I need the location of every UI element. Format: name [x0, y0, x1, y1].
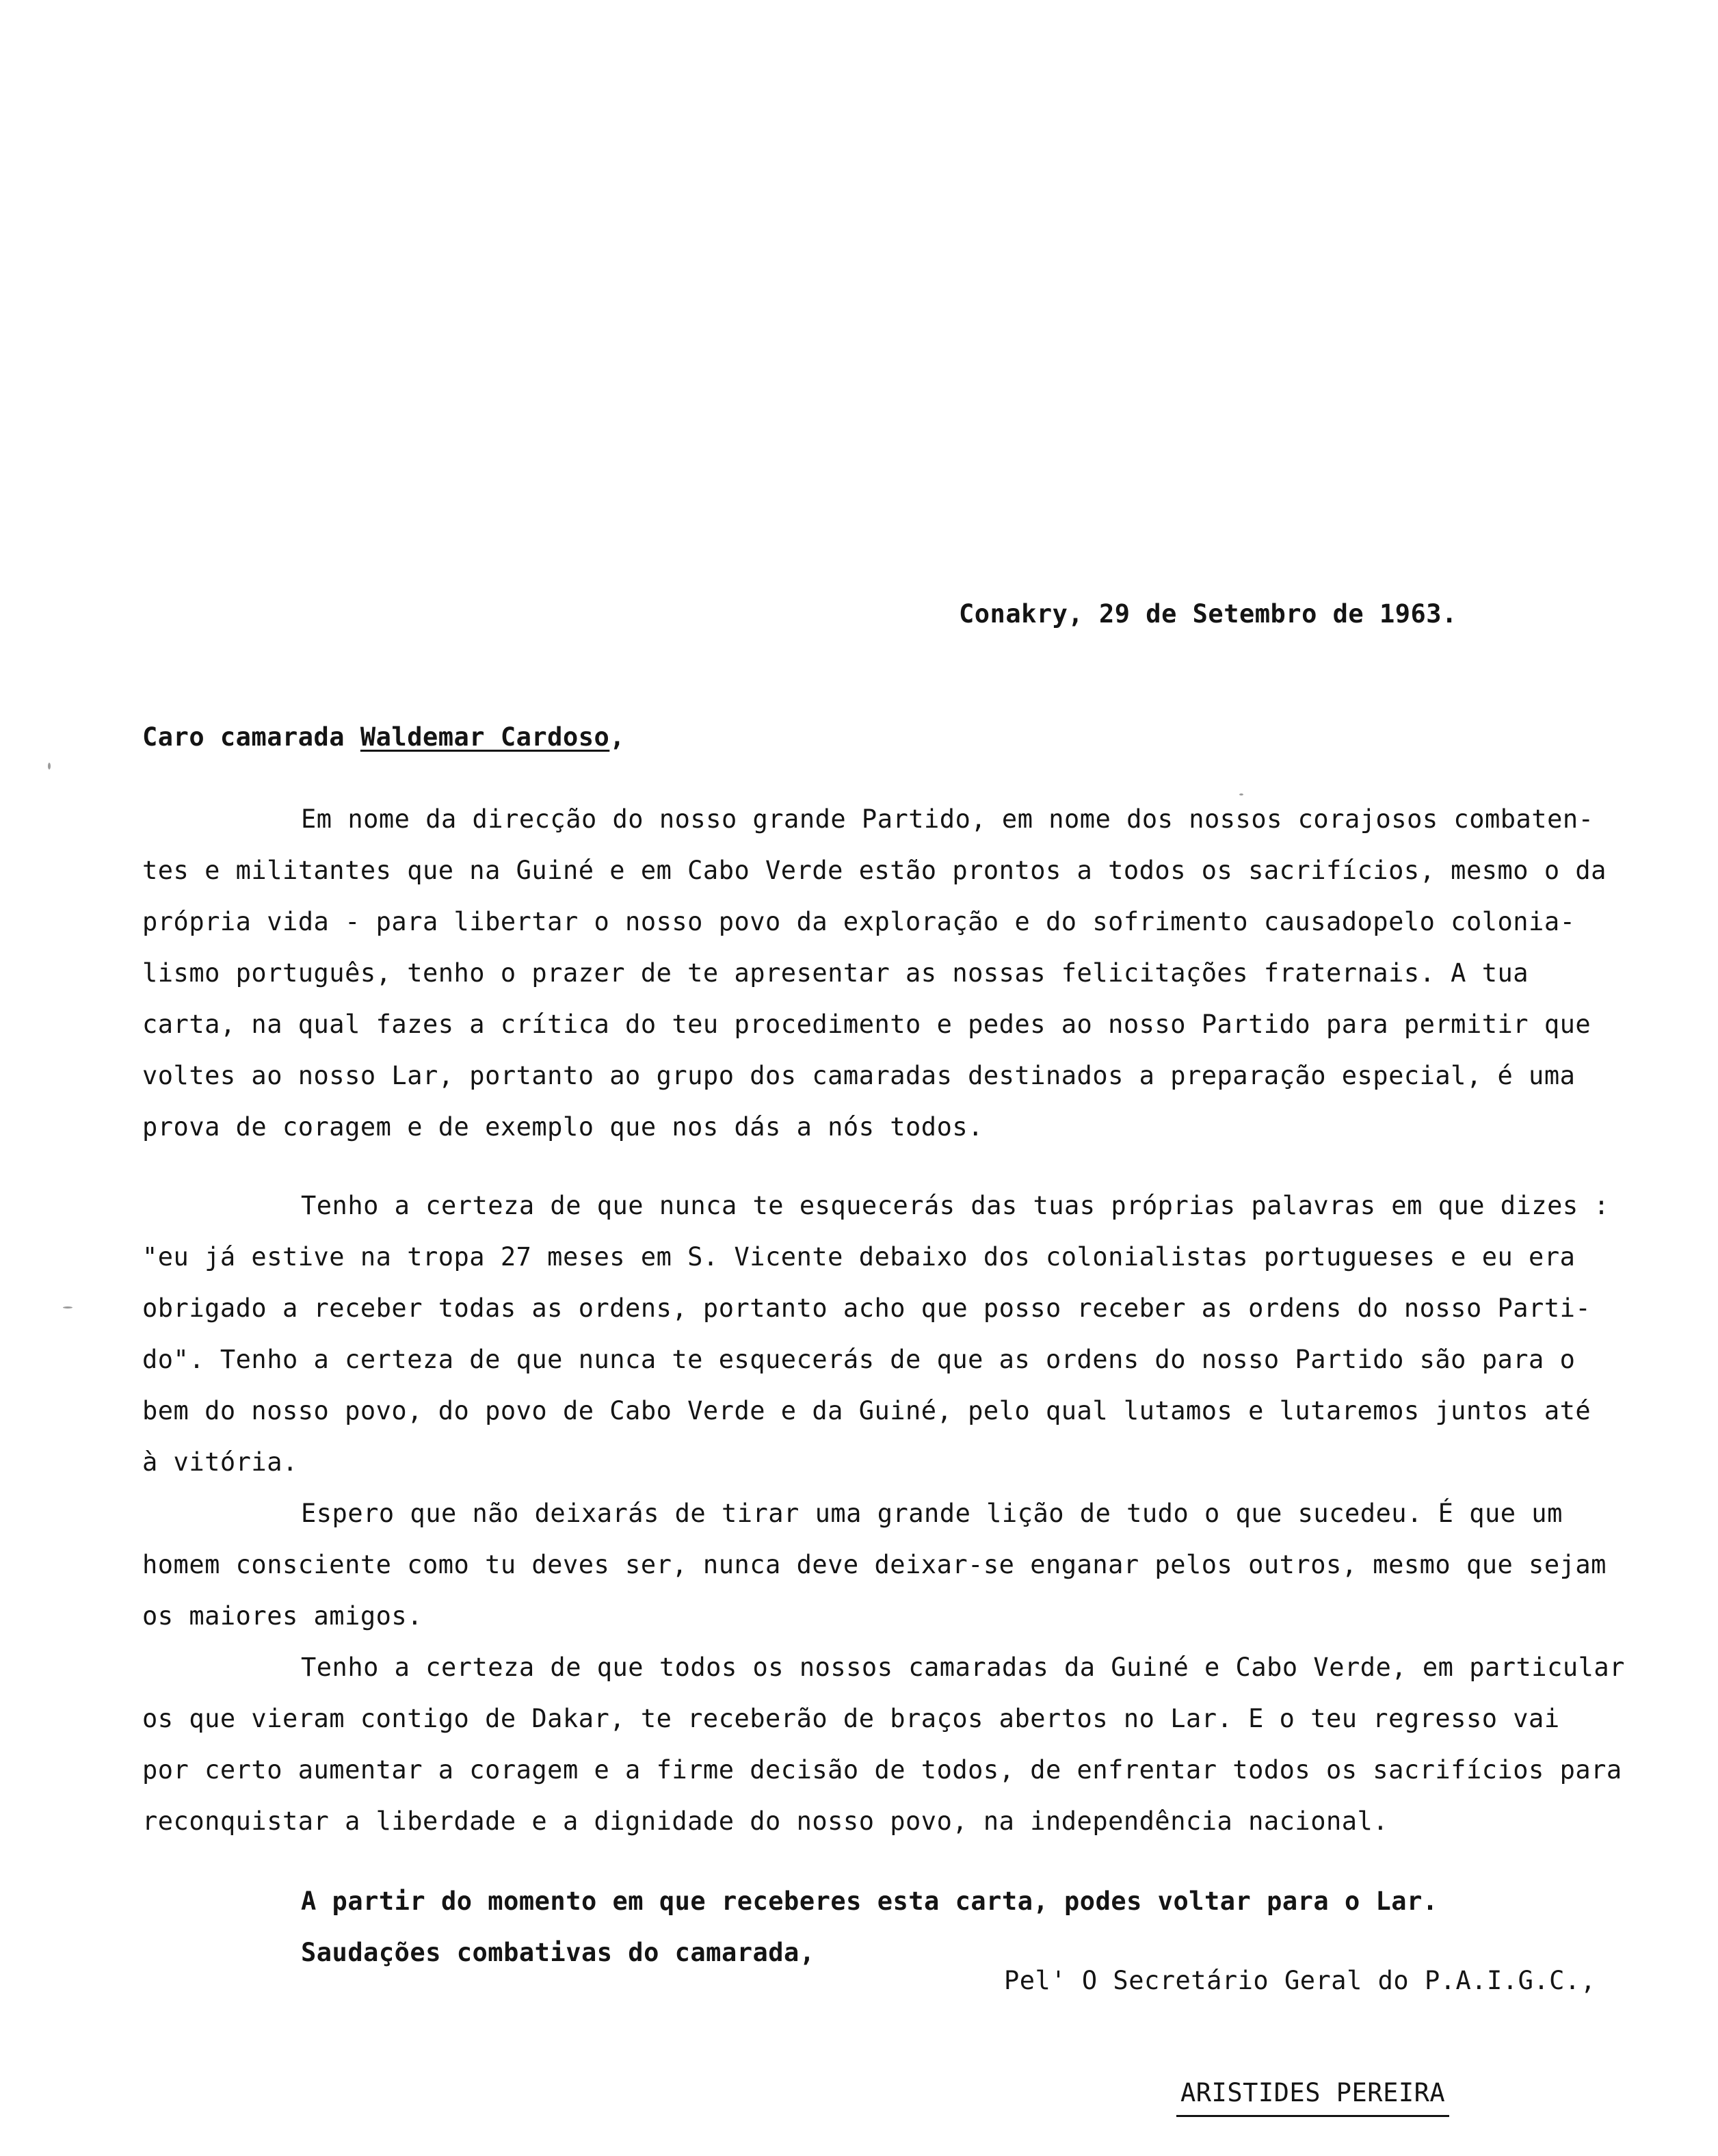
date-line: Conakry, 29 de Setembro de 1963.	[959, 599, 1457, 629]
closing-line: Saudações combativas do camarada,	[301, 1938, 815, 1967]
text-line: lismo português, tenho o prazer de te apresentar as nossas felicitações fraternais. A tua	[142, 958, 1529, 988]
text-line: Espero que não deixarás de tirar uma grande lição de tudo o que sucedeu. É que um	[301, 1499, 1563, 1528]
text-line: tes e militantes que na Guiné e em Cabo Verde estão prontos a todos os sacrifícios, mesmo o da	[142, 856, 1607, 885]
text-line: carta, na qual fazes a crítica do teu procedimento e pedes ao nosso Partido para permitir que	[142, 1010, 1591, 1039]
scan-speck	[63, 1306, 72, 1309]
text-line: Tenho a certeza de que nunca te esquecerás das tuas próprias palavras em que dizes :	[301, 1191, 1610, 1220]
scan-speck	[1239, 793, 1243, 796]
text-line: Em nome da direcção do nosso grande Partido, em nome dos nossos corajosos combaten-	[301, 804, 1594, 834]
text-line: do". Tenho a certeza de que nunca te esquecerás de que as ordens do nosso Partido são para o	[142, 1345, 1576, 1374]
paragraph	[142, 1642, 1654, 1847]
scan-speck	[48, 763, 51, 770]
signature-name: ARISTIDES PEREIRA	[1176, 2073, 1449, 2117]
text-line: os maiores amigos.	[142, 1601, 423, 1631]
signature-title: Pel' O Secretário Geral do P.A.I.G.C.,	[1004, 1966, 1596, 1995]
paragraph	[142, 1180, 1654, 1488]
text-line: por certo aumentar a coragem e a firme decisão de todos, de enfrentar todos os sacrifícios para	[142, 1755, 1622, 1785]
text-line: voltes ao nosso Lar, portanto ao grupo dos camaradas destinados a preparação especial, é uma	[142, 1061, 1576, 1090]
paragraph	[142, 793, 1654, 1153]
text-line: os que vieram contigo de Dakar, te receberão de braços abertos no Lar. E o teu regresso vai	[142, 1704, 1560, 1733]
text-line: obrigado a receber todas as ordens, portanto acho que posso receber as ordens do nosso Parti-	[142, 1293, 1591, 1323]
text-line: reconquistar a liberdade e a dignidade do nosso povo, na independência nacional.	[142, 1806, 1389, 1836]
salutation	[142, 711, 625, 763]
recipient-name: Waldemar Cardoso	[360, 722, 610, 752]
closing-line: A partir do momento em que receberes esta carta, podes voltar para o Lar.	[301, 1886, 1438, 1916]
text-line: Tenho a certeza de que todos os nossos camaradas da Guiné e Cabo Verde, em particular	[301, 1653, 1625, 1682]
text-line: homem consciente como tu deves ser, nunca deve deixar-se enganar pelos outros, mesmo que sejam	[142, 1550, 1607, 1579]
paragraph-gap	[142, 1153, 1654, 1180]
text-line: "eu já estive na tropa 27 meses em S. Vicente debaixo dos colonialistas portugueses e eu era	[142, 1242, 1576, 1272]
text-line: prova de coragem e de exemplo que nos dás a nós todos.	[142, 1112, 983, 1142]
salutation-suffix: ,	[609, 722, 626, 752]
salutation-prefix: Caro camarada	[142, 722, 360, 752]
letter-body	[142, 793, 1654, 1847]
text-line: própria vida - para libertar o nosso povo da exploração e do sofrimento causadopelo colonia-	[142, 907, 1576, 936]
text-line: à vitória.	[142, 1447, 298, 1477]
paragraph	[142, 1488, 1654, 1642]
text-line: bem do nosso povo, do povo de Cabo Verde e da Guiné, pelo qual lutamos e lutaremos juntos até	[142, 1396, 1591, 1425]
